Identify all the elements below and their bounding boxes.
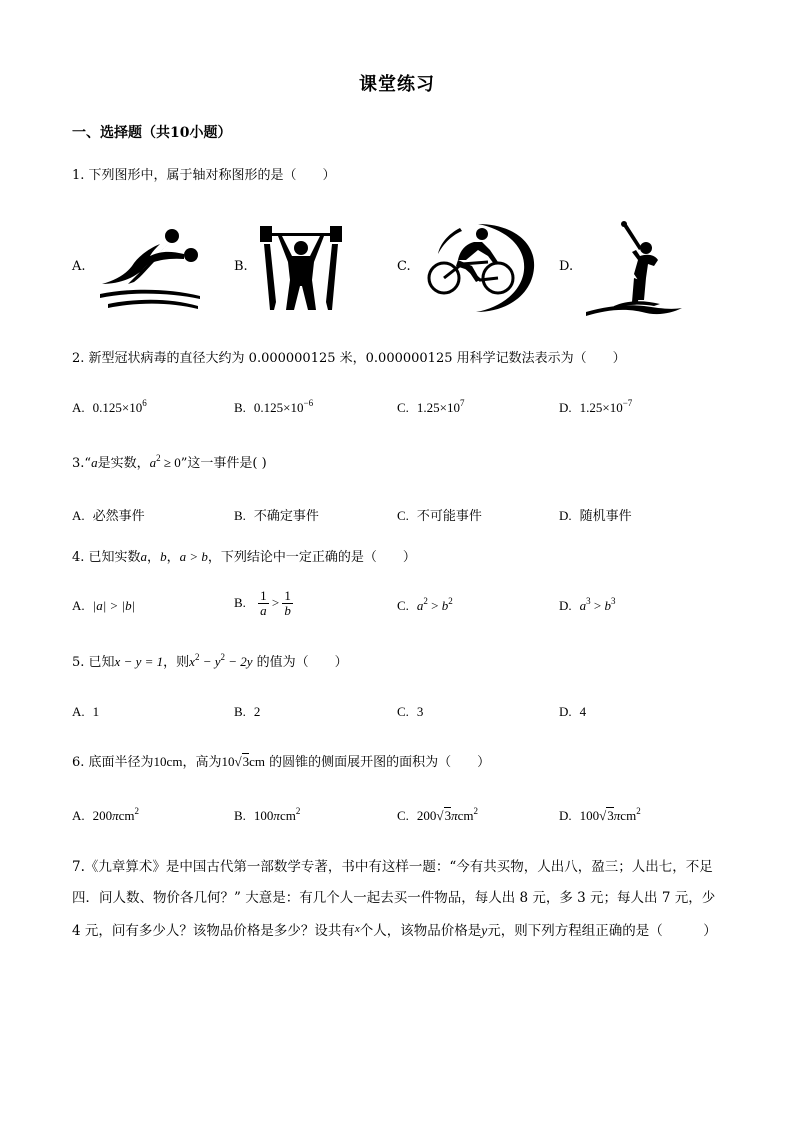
q4-option-d-base-1: a — [579, 598, 587, 613]
q4-option-a-label: A. — [72, 598, 85, 613]
q2-option-c-label: C. — [397, 400, 409, 415]
q6-option-d — [559, 808, 641, 824]
q3-option-a-label: A. — [72, 508, 85, 523]
q2-option-c — [397, 400, 465, 416]
q2-option-d-base: 1.25×10 — [579, 400, 623, 415]
q6-option-b-label: B. — [234, 808, 246, 823]
question-4-stem — [72, 547, 416, 568]
q4-option-b-den-2: b — [284, 603, 291, 618]
q4-comma-1: ， — [147, 550, 161, 565]
q2-option-d-exp: −7 — [622, 398, 633, 408]
q6-option-c-radicand: 3 — [444, 808, 452, 823]
q6-option-c-exp: 2 — [473, 806, 478, 816]
q1-option-d-label: D. — [559, 259, 574, 274]
q5-stem-post: 的值为（ ） — [252, 655, 348, 670]
q6-option-a-coef: 200 — [92, 808, 113, 823]
q5-option-d-text: 4 — [579, 704, 587, 719]
q5-exp-a: 2 — [194, 652, 200, 662]
q6-option-c-label: C. — [397, 808, 409, 823]
q3-option-d-label: D. — [559, 508, 572, 523]
q3-math-base: a — [149, 455, 157, 470]
q5-condition: x − y = 1 — [114, 654, 164, 669]
weightlifter-icon — [258, 222, 344, 314]
q5-stem-mid: ，则 — [163, 655, 190, 670]
q5-expr-b: − y — [199, 654, 221, 669]
q4-option-b-fraction-1 — [258, 589, 269, 618]
q4-option-a — [72, 598, 135, 614]
q6-option-b-unit: cm — [279, 808, 296, 823]
q6-option-d-coef: 100 — [579, 808, 600, 823]
q6-option-b-coef: 100 — [253, 808, 274, 823]
q6-height-radicand: 3 — [242, 754, 250, 769]
q4-option-b-rel: > — [268, 595, 283, 610]
q1-option-a-label: A. — [72, 259, 86, 274]
q5-option-d-label: D. — [559, 704, 572, 719]
question-7-stem — [72, 852, 722, 947]
q4-stem-post: ，下列结论中一定正确的是（ ） — [207, 550, 416, 565]
q5-expr-a: x — [189, 654, 195, 669]
section-heading: 一、选择题（共10小题） — [72, 125, 232, 141]
q6-option-a-pi: π — [112, 808, 119, 823]
q5-option-b-label: B. — [234, 704, 246, 719]
q2-option-b-exp: −6 — [303, 398, 314, 408]
q2-option-d — [559, 400, 632, 416]
q4-option-c-label: C. — [397, 598, 409, 613]
q3-option-b-text: 不确定事件 — [253, 509, 319, 524]
q4-option-b — [234, 589, 293, 618]
q6-stem-mid: ，高为 — [182, 755, 222, 770]
q2-option-c-base: 1.25×10 — [416, 400, 461, 415]
q3-stem-post: ”这一事件是( ) — [180, 456, 267, 471]
q6-stem-pre: 6. 底面半径为 — [72, 755, 154, 770]
q3-var: a — [91, 455, 98, 470]
cyclist-icon — [418, 220, 538, 316]
question-2-stem: 2. 新型冠状病毒的直径大约为 0.000000125 米，0.000000125 用科学记数法表示为（ ） — [72, 351, 626, 366]
q6-option-d-label: D. — [559, 808, 572, 823]
q5-option-b-text: 2 — [253, 704, 261, 719]
q5-exp-b: 2 — [220, 652, 225, 662]
q5-option-c-text: 3 — [416, 704, 424, 719]
q2-option-a — [72, 400, 147, 416]
q3-stem-pre: 3.“ — [72, 456, 92, 471]
q6-option-a — [72, 808, 139, 824]
q6-option-d-radicand: 3 — [607, 808, 614, 823]
q3-math-exp: 2 — [156, 453, 161, 463]
q4-option-a-text: |a| > |b| — [92, 598, 136, 613]
q4-stem-pre: 4. 已知实数 — [72, 550, 141, 565]
q6-option-c-pi: π — [451, 808, 458, 823]
q6-height-coef: 10 — [221, 754, 235, 769]
q1-option-b-label: B. — [234, 259, 248, 274]
volleyball-player-icon — [98, 222, 202, 314]
q2-option-a-label: A. — [72, 400, 85, 415]
q5-option-a — [72, 704, 99, 720]
q6-option-a-unit: cm — [118, 808, 135, 823]
question-1-stem: 1. 下列图形中，属于轴对称图形的是（ ） — [72, 168, 336, 183]
q4-option-d-label: D. — [559, 598, 572, 613]
q6-option-c-unit: cm — [457, 808, 474, 823]
q3-stem-mid: 是实数， — [97, 456, 150, 471]
q3-option-b-label: B. — [234, 508, 246, 523]
q4-option-d-exp-1: 3 — [586, 596, 591, 606]
q6-option-d-pi: π — [613, 808, 621, 823]
q4-condition: a > b — [179, 549, 208, 564]
q6-radius: 10cm — [153, 754, 183, 769]
q4-option-c-exp-1: 2 — [423, 596, 428, 606]
q4-option-c — [397, 598, 453, 614]
q7-text-2: 个人，该物品价格是 — [359, 923, 482, 939]
q3-option-a — [72, 505, 145, 524]
page-title: 课堂练习 — [359, 74, 435, 95]
q3-option-b — [234, 505, 319, 524]
q6-height-sqrt: √3 — [234, 754, 250, 769]
q5-option-d — [559, 704, 586, 720]
q5-option-a-text: 1 — [92, 704, 100, 719]
q2-option-a-exp: 6 — [142, 398, 147, 408]
q4-option-d — [559, 598, 615, 614]
q4-var-a: a — [140, 549, 148, 564]
q4-option-b-den-1: a — [260, 603, 267, 618]
q4-var-b: b — [160, 549, 167, 564]
q3-option-d — [559, 505, 632, 524]
q5-stem-pre: 5. 已知 — [72, 655, 115, 670]
q3-option-c-text: 不可能事件 — [416, 509, 482, 524]
q4-option-d-base-2: b — [604, 598, 611, 613]
q4-option-c-base-2: b — [441, 598, 449, 613]
q6-option-d-sqrt: √3 — [599, 808, 614, 823]
q5-option-c — [397, 704, 423, 720]
q4-option-d-rel: > — [590, 598, 605, 613]
q4-option-c-rel: > — [427, 598, 442, 613]
q4-option-b-num-2: 1 — [284, 588, 291, 603]
question-5-stem — [72, 652, 348, 673]
q6-option-b — [234, 808, 300, 824]
q7-text-1: 7.《九章算术》是中国古代第一部数学专著，书中有这样一题：“今有共买物，人出八，盈三；人出七，不足四．问人数、物价各几何？” 大意是：有几个人一起去买一件物品，每人出 8 元，多 3 元；每人出 7 元，少 4 元，问有多少人？该物品价格是多少？设共有 — [72, 859, 716, 939]
q4-option-b-label: B. — [234, 595, 246, 610]
q5-option-c-label: C. — [397, 704, 409, 719]
q5-option-a-label: A. — [72, 704, 85, 719]
q3-option-d-text: 随机事件 — [579, 509, 632, 524]
q6-option-a-exp: 2 — [134, 806, 140, 816]
q7-var-y: y — [481, 923, 488, 938]
q2-option-c-exp: 7 — [460, 398, 465, 408]
question-6-stem — [72, 752, 490, 773]
q6-option-d-exp: 2 — [636, 806, 641, 816]
q2-option-d-label: D. — [559, 400, 572, 415]
q6-option-c-sqrt: √3 — [436, 808, 452, 823]
q6-option-c — [397, 808, 478, 824]
golfer-icon — [584, 220, 684, 320]
q2-option-b — [234, 400, 313, 416]
q4-option-b-fraction-2 — [282, 589, 293, 618]
q7-text-3: 元，则下列方程组正确的是（ ） — [487, 923, 717, 939]
question-3-stem — [72, 453, 267, 474]
q2-option-a-base: 0.125×10 — [92, 400, 143, 415]
q4-option-c-exp-2: 2 — [448, 596, 453, 606]
q4-option-c-base-1: a — [416, 598, 424, 613]
q6-option-c-coef: 200 — [416, 808, 437, 823]
q6-option-d-unit: cm — [620, 808, 637, 823]
q1-option-c-label: C. — [397, 259, 411, 274]
q7-var-x: x — [354, 923, 360, 935]
q3-option-c — [397, 505, 482, 524]
q2-option-b-base: 0.125×10 — [253, 400, 304, 415]
q6-stem-post: 的圆锥的侧面展开图的面积为（ ） — [264, 755, 491, 770]
q3-option-a-text: 必然事件 — [92, 509, 145, 524]
q3-option-c-label: C. — [397, 508, 409, 523]
q4-comma-2: ， — [166, 550, 180, 565]
q2-option-b-label: B. — [234, 400, 246, 415]
q6-option-a-label: A. — [72, 808, 85, 823]
q6-height-unit: cm — [249, 754, 265, 769]
q5-option-b — [234, 704, 260, 720]
q6-option-b-exp: 2 — [295, 806, 301, 816]
q4-option-b-num-1: 1 — [260, 588, 267, 603]
q3-math-rel: ≥ 0 — [160, 455, 181, 470]
q5-expr-c: − 2y — [224, 654, 253, 669]
q6-option-b-pi: π — [273, 808, 280, 823]
q4-option-d-exp-2: 3 — [610, 596, 616, 606]
